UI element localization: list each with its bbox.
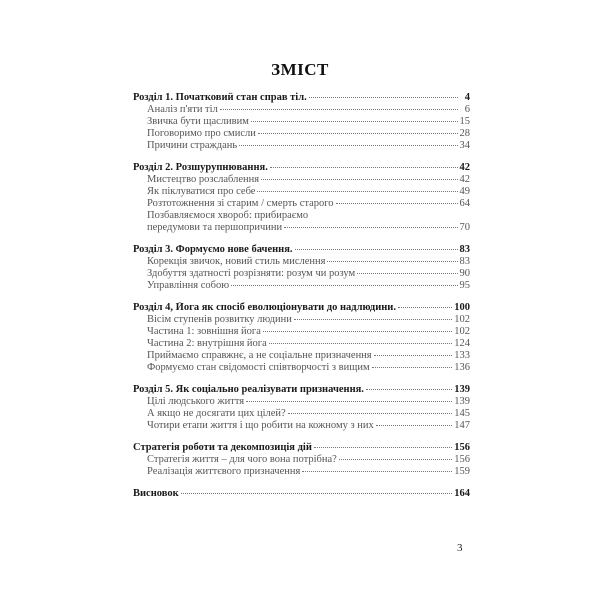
dot-leader — [302, 471, 452, 472]
toc-entry-title: Мистецтво розслаблення — [147, 174, 260, 185]
toc-entry-title: Як піклуватися про себе — [147, 186, 256, 197]
dot-leader — [288, 413, 453, 414]
toc-entry-page: 136 — [454, 362, 470, 373]
toc-entry[interactable] — [133, 326, 470, 338]
toc-entry-title: Поговоримо про смисли — [147, 128, 256, 139]
toc-entry-page: 102 — [454, 326, 470, 337]
toc-entry-title: Здобуття здатності розрізняти: розум чи розум — [147, 268, 356, 279]
toc-section — [133, 488, 470, 500]
toc-chapter-page: 4 — [464, 92, 470, 103]
toc-entry[interactable] — [133, 466, 470, 478]
toc-section — [133, 244, 470, 292]
toc-entry-page: 28 — [459, 128, 470, 139]
toc-entry-title: Частина 1: зовнішня йога — [147, 326, 261, 337]
toc-entry-page: 159 — [454, 466, 470, 477]
toc-entry[interactable] — [133, 186, 470, 198]
toc-entry-page: 49 — [459, 186, 470, 197]
dot-leader — [284, 227, 457, 228]
toc-entry-title: Звичка бути щасливим — [147, 116, 249, 127]
page-title: ЗМІСТ — [271, 60, 329, 79]
dot-leader — [270, 167, 458, 168]
toc-entry-title: Цілі людського життя — [147, 396, 245, 407]
toc-entry-continued[interactable] — [133, 222, 470, 234]
toc-entry-continued-title: передумови та першопричини — [147, 222, 283, 233]
toc-chapter-title: Розділ 3. Формуємо нове бачення. — [133, 244, 293, 255]
dot-leader — [231, 285, 457, 286]
toc-chapter[interactable] — [133, 302, 470, 314]
toc-entry-title: Причини страждань — [147, 140, 238, 151]
toc-entry-page: 6 — [464, 104, 470, 115]
toc-entry-title: Розтотожнення зі старим / смерть старого — [147, 198, 334, 209]
toc-chapter[interactable] — [133, 244, 470, 256]
toc-entry-page: 124 — [454, 338, 470, 349]
toc-entry-title: Стратегія життя – для чого вона потрібна? — [147, 454, 337, 465]
toc-entry-title: Позбавляємося хвороб: прибираємо — [147, 210, 309, 221]
toc-entry[interactable] — [133, 280, 470, 292]
toc-chapter-title: Розділ 2. Розшурупнювання. — [133, 162, 268, 173]
dot-leader — [295, 249, 458, 250]
page-number: 3 — [457, 542, 463, 554]
toc-entry[interactable] — [133, 396, 470, 408]
dot-leader — [258, 133, 458, 134]
toc-chapter-page: 42 — [459, 162, 470, 173]
toc-entry-page: 145 — [454, 408, 470, 419]
toc-entry-title: А якщо не досягати цих цілей? — [147, 408, 286, 419]
toc-entry[interactable] — [133, 408, 470, 420]
toc-entry-title: Частина 2: внутрішня йога — [147, 338, 267, 349]
dot-leader — [261, 179, 457, 180]
dot-leader — [372, 367, 453, 368]
dot-leader — [257, 191, 457, 192]
toc-chapter[interactable] — [133, 162, 470, 174]
dot-leader — [336, 203, 458, 204]
toc-chapter-page: 156 — [454, 442, 470, 453]
toc-entry-page: 90 — [459, 268, 470, 279]
toc-entry[interactable] — [133, 338, 470, 350]
toc-entry[interactable] — [133, 420, 470, 432]
toc-entry[interactable] — [133, 116, 470, 128]
dot-leader — [309, 97, 458, 98]
dot-leader — [398, 307, 452, 308]
toc-entry[interactable] — [133, 128, 470, 140]
toc-entry[interactable] — [133, 140, 470, 152]
dot-leader — [239, 145, 457, 146]
dot-leader — [251, 121, 458, 122]
toc-chapter-title: Розділ 1. Початковий стан справ тіл. — [133, 92, 307, 103]
toc-entry-page: 133 — [454, 350, 470, 361]
dot-leader — [181, 493, 453, 494]
toc-entry[interactable] — [133, 350, 470, 362]
toc-entry-title: Реалізація життєвого призначення — [147, 466, 301, 477]
toc-entry[interactable] — [133, 454, 470, 466]
toc-entry-title: Аналіз п'яти тіл — [147, 104, 218, 115]
toc-chapter[interactable] — [133, 442, 470, 454]
toc-entry-title: Формуємо стан свідомості співтворчості з вищим — [147, 362, 370, 373]
toc-entry-page: 139 — [454, 396, 470, 407]
toc-entry-page: 102 — [454, 314, 470, 325]
dot-leader — [327, 261, 457, 262]
dot-leader — [246, 401, 452, 402]
toc-entry[interactable] — [133, 210, 470, 222]
toc-chapter-title: Висновок — [133, 488, 179, 499]
toc-entry-title: Корекція звичок, новий стиль мислення — [147, 256, 326, 267]
toc-chapter-page: 83 — [459, 244, 470, 255]
dot-leader — [314, 447, 452, 448]
dot-leader — [294, 319, 452, 320]
dot-leader — [269, 343, 452, 344]
toc-section — [133, 442, 470, 478]
toc-chapter-page: 139 — [454, 384, 470, 395]
toc-chapter-title: Стратегія роботи та декомпозиція дій — [133, 442, 312, 453]
dot-leader — [339, 459, 452, 460]
toc-entry-title: Управління собою — [147, 280, 230, 291]
toc-section — [133, 92, 470, 152]
toc-entry[interactable] — [133, 362, 470, 374]
toc-entry-page: 15 — [459, 116, 470, 127]
toc-entry-continued-page: 70 — [459, 222, 470, 233]
toc-entry[interactable] — [133, 174, 470, 186]
toc-entry-page: 95 — [459, 280, 470, 291]
toc-chapter-title: Розділ 4, Йога як спосіб еволюціонувати до надлюдини. — [133, 302, 396, 313]
dot-leader — [366, 389, 452, 390]
toc-entry-page: 83 — [459, 256, 470, 267]
toc-entry[interactable] — [133, 268, 470, 280]
toc-section — [133, 384, 470, 432]
toc-entry[interactable] — [133, 104, 470, 116]
toc-entry-title: Чотири етапи життя і що робити на кожному з них — [147, 420, 374, 431]
toc-chapter-page: 100 — [454, 302, 470, 313]
toc-entry-page: 64 — [459, 198, 470, 209]
toc-entry[interactable] — [133, 256, 470, 268]
dot-leader — [220, 109, 458, 110]
toc-entry-page: 42 — [459, 174, 470, 185]
toc-chapter-title: Розділ 5. Як соціально реалізувати призначення. — [133, 384, 364, 395]
toc-entry-title: Приймаємо справжнє, а не соціальне призначення — [147, 350, 372, 361]
dot-leader — [376, 425, 453, 426]
toc-entry[interactable] — [133, 314, 470, 326]
toc-chapter[interactable] — [133, 488, 470, 500]
toc-entry[interactable] — [133, 198, 470, 210]
toc-entry-page: 156 — [454, 454, 470, 465]
toc-section — [133, 302, 470, 374]
dot-leader — [357, 273, 457, 274]
toc-chapter[interactable] — [133, 92, 470, 104]
toc-chapter-page: 164 — [454, 488, 470, 499]
dot-leader — [263, 331, 452, 332]
dot-leader — [374, 355, 453, 356]
toc-entry-title: Вісім ступенів розвитку людини — [147, 314, 292, 325]
toc-entry-page: 147 — [454, 420, 470, 431]
toc-chapter[interactable] — [133, 384, 470, 396]
toc-entry-page: 34 — [459, 140, 470, 151]
toc-section — [133, 162, 470, 234]
